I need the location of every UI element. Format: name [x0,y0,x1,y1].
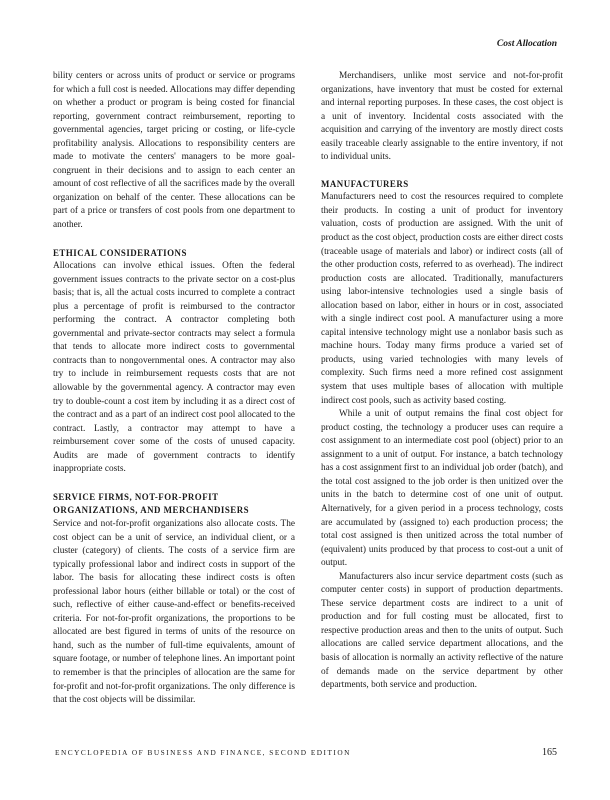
service-firms-paragraph: Service and not-for-profit organizations also allocate costs. The cost object can be a unit of service, an individual client, or a cluster (category) of clients. The costs of a service firm are typically professional labor and indirect costs in support of the labor. The basis for allocating these indirect costs is often professional labor hours (either billable or total) or the cost of such, reflective of either cause-and-effect or benefits-received criteria. For not-for-profit organizations, the proportions to be allocated are best figured in terms of units of the resource on hand, such as the number of full-time equivalents, amount of square footage, or number of telephone lines. An important point to remember is that the principles of allocation are the same for for-profit and not-for-profit organizations. The only difference is that the cost objects will be dissimilar. [53,518,295,706]
unit-of-output-paragraph: While a unit of output remains the final cost object for product costing, the technology a producer uses can require a cost assignment to an intermediate cost pool (object) prior to an assignment to a unit of output. For instance, a batch technology has a cost assignment first to an individual job order (batch), and the total cost assigned to the job order is then unitized over the units in the batch to determine cost of one unit of output. Alternatively, for a given period in a process technology, costs are accumulated by (assigned to) each production process; the total cost assigned is then unitized across the total number of (equivalent) units produced by that process to cost-out a unit of output. [321,409,563,569]
service-firms-heading: SERVICE FIRMS, NOT-FOR-PROFIT ORGANIZATIONS, AND MERCHANDISERS [53,491,250,516]
left-column [53,70,295,708]
manufacturers-paragraph: Manufacturers need to cost the resources required to complete their products. In costing a unit of product for inventory valuation, costs of production are assigned. With the unit of product as the cost object, production costs are either direct costs (traceable usage of materials and labor) or indirect costs (all of the other production costs, referred to as overhead). The indirect production costs are allocated. Traditionally, manufacturers using labor-intensive technologies used a single basis of allocation based on labor, either in hours or in cost, associated with a single indirect cost pool. A manufacturer using a more capital intensive technology might use a nonlabor basis such as machine hours. Today many firms produce a varied set of products, using varied technologies with many levels of complexity. Such firms need a more refined cost assignment system that uses multiple bases of allocation with multiple indirect cost pools, such as activity based costing. [321,192,563,406]
ethical-considerations-paragraph: Allocations can involve ethical issues. Often the federal government issues contracts to the private sector on a cost-plus basis; that is, all the actual costs incurred to complete a contract plus a percentage of profit is reimbursed to the contractor performing the contract. A contractor completing both governmental and private-sector contracts may select a formula that tends to allocate more indirect costs to governmental contracts than to nongovernmental ones. A contractor may also try to include in reimbursement requests costs that are not allowable by the governmental agency. A contractor may even try to double-count a cost item by including it as a direct cost of the contract and as a part of an indirect cost pool allocated to the contract. Lastly, a contractor may attempt to have a reimbursement cover some of the costs of unused capacity. Audits are made of government contracts to identify inappropriate costs. [53,261,295,475]
service-department-paragraph: Manufacturers also incur service department costs (such as computer center costs) in support of production departments. These service department costs are indirect to a unit of production and for full costing must be allocated, first to respective production areas and then to the units of output. Such allocations are called service department allocations, and the basis of allocation is normally an activity reflective of the nature of demands made on the service department by other departments, both service and production. [321,571,563,691]
intro-paragraph: bility centers or across units of product or service or programs for which a full cost is needed. Allocations may differ depending on whether a product or program is being costed for financial reporting, government contract reimbursement, reporting to governmental agencies, target pricing or costing, or life-cycle profitability analysis. Allocations to responsibility centers are made to motivate the centers' managers to be more goal-congruent in their decisions and to assign to each center an amount of cost reflective of all the sacrifices made by the overall organization on behalf of the center. These allocations can be part of a price or transfers of cost pools from one department to another. [53,71,295,231]
right-column [321,70,563,693]
ethical-considerations-heading: ETHICAL CONSIDERATIONS [53,247,187,258]
merchandisers-paragraph: Merchandisers, unlike most service and not-for-profit organizations, have inventory that must be costed for external and internal reporting purposes. In these cases, the cost object is a unit of inventory. Incidental costs associated with the acquisition and carrying of the inventory are mostly direct costs easily traceable clearly assignable to the entire inventory, if not to individual units. [321,71,563,163]
publication-title: ENCYCLOPEDIA OF BUSINESS AND FINANCE, SECOND EDITION [55,748,351,757]
page-number: 165 [542,747,557,758]
manufacturers-heading: MANUFACTURERS [321,178,409,189]
running-head: Cost Allocation [496,39,557,49]
page-footer [55,747,557,758]
